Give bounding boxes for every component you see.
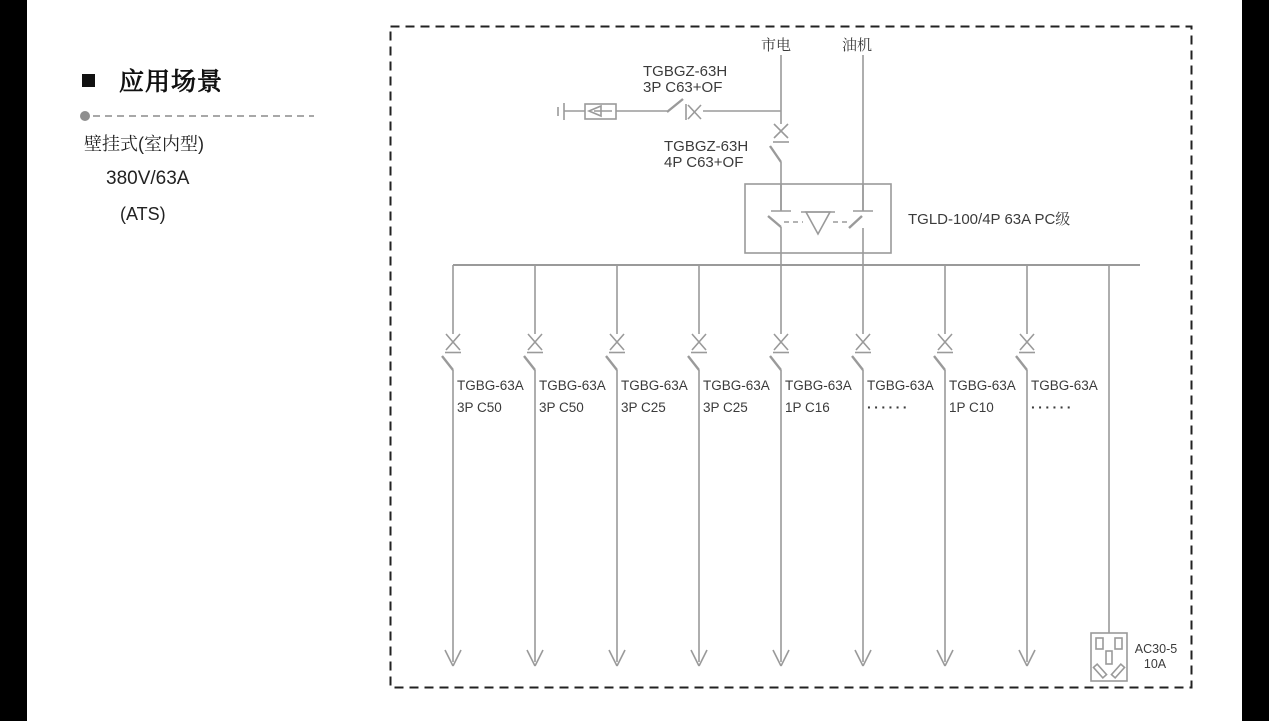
breaker-blade-icon — [606, 356, 617, 370]
breaker-blade-icon — [770, 146, 781, 162]
branch-breaker — [442, 265, 524, 666]
branch-breaker — [934, 265, 1016, 666]
load-arrow-icon — [609, 650, 617, 666]
ats-right-blade-icon — [849, 216, 862, 228]
generator-label: 油机 — [841, 37, 873, 54]
branch-spec: 1P C16 — [785, 400, 830, 415]
load-arrow-icon — [445, 650, 453, 666]
ats-left-blade-icon — [768, 216, 781, 227]
breaker-blade-icon — [852, 356, 863, 370]
spd-branch — [558, 99, 781, 120]
branch-breaker — [852, 265, 934, 666]
sidebar-text-ats: (ATS) — [120, 204, 166, 224]
outgoing-branches — [442, 265, 1098, 666]
breaker-blade-icon — [770, 356, 781, 370]
ats-switch — [745, 184, 891, 265]
branch-model: TGBG-63A — [1031, 378, 1098, 393]
mains-label: 市电 — [760, 37, 792, 54]
branch-spec: 1P C10 — [949, 400, 994, 415]
diagram-dashed-border — [391, 27, 1192, 688]
branch-spec: ······ — [1031, 399, 1074, 415]
branch-model: TGBG-63A — [703, 378, 770, 393]
breaker-blade-icon — [667, 99, 683, 112]
spd-breaker-spec: 3P C63+OF — [643, 79, 723, 96]
breaker-blade-icon — [442, 356, 453, 370]
sidebar-text-mounting: 壁挂式(室内型) — [84, 134, 204, 154]
socket-rating: 10A — [1143, 657, 1167, 671]
load-arrow-icon — [773, 650, 781, 666]
branch-breaker — [606, 265, 688, 666]
branch-model: TGBG-63A — [867, 378, 934, 393]
socket-icon — [1091, 633, 1127, 681]
ats-box — [745, 184, 891, 253]
load-arrow-icon — [527, 650, 535, 666]
load-arrow-icon — [855, 650, 863, 666]
branch-model: TGBG-63A — [457, 378, 524, 393]
main-breaker-model: TGBGZ-63H — [664, 138, 749, 155]
breaker-blade-icon — [1016, 356, 1027, 370]
branch-breaker — [1016, 265, 1098, 666]
section-heading: 应用场景 — [119, 68, 224, 96]
main-breaker-spec: 4P C63+OF — [664, 154, 744, 171]
breaker-blade-icon — [524, 356, 535, 370]
branch-breaker — [770, 265, 852, 666]
branch-spec: 3P C25 — [621, 400, 666, 415]
spd-breaker-model: TGBGZ-63H — [643, 63, 728, 80]
branch-model: TGBG-63A — [949, 378, 1016, 393]
load-arrow-icon — [1019, 650, 1027, 666]
branch-model: TGBG-63A — [539, 378, 606, 393]
branch-model: TGBG-63A — [785, 378, 852, 393]
branch-spec: 3P C50 — [539, 400, 584, 415]
branch-breaker — [688, 265, 770, 666]
sidebar-text-rating: 380V/63A — [106, 168, 190, 189]
breaker-blade-icon — [934, 356, 945, 370]
ats-label: TGLD-100/4P 63A PC级 — [908, 211, 1071, 228]
branch-spec: 3P C50 — [457, 400, 502, 415]
mains-incoming-line — [770, 55, 789, 211]
breaker-blade-icon — [688, 356, 699, 370]
load-arrow-icon — [691, 650, 699, 666]
branch-spec: ······ — [867, 399, 910, 415]
branch-breaker — [524, 265, 606, 666]
branch-spec: 3P C25 — [703, 400, 748, 415]
socket-model: AC30-5 — [1134, 642, 1178, 656]
branch-model: TGBG-63A — [621, 378, 688, 393]
socket-branch — [1091, 265, 1177, 681]
load-arrow-icon — [937, 650, 945, 666]
